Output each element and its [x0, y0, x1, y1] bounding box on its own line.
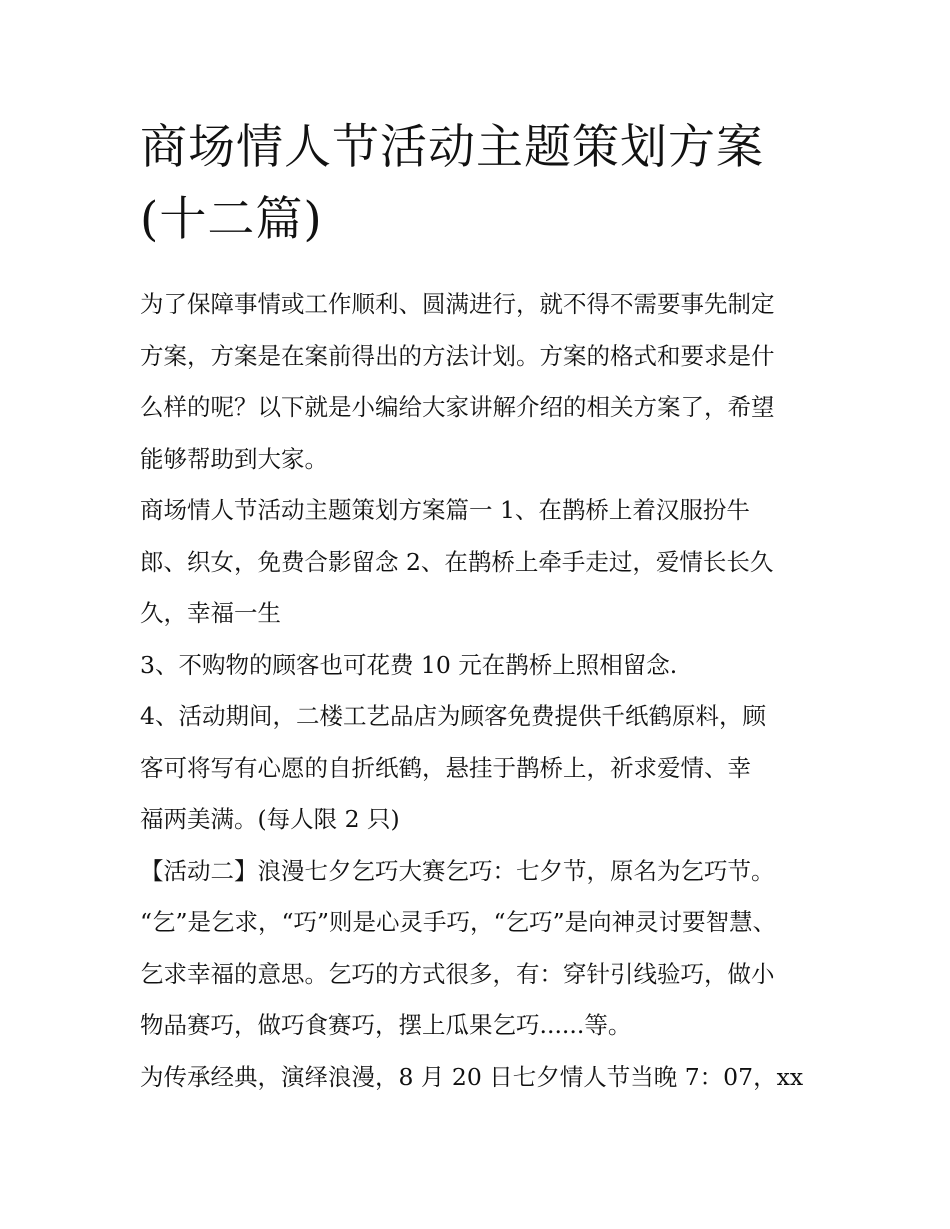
paragraph-plan-one [140, 485, 820, 640]
text-line: 方案，方案是在案前得出的方法计划。方案的格式和要求是什 [140, 341, 775, 370]
text-line: 4、活动期间，二楼工艺品店为顾客免费提供千纸鹤原料，顾 [140, 702, 766, 730]
text-line: 能够帮助到大家。 [140, 444, 328, 473]
text-line: 3、不购物的顾客也可花费 10 元在鹊桥上照相留念. [140, 650, 678, 679]
title-line: (十二篇) [140, 192, 323, 247]
text-line: 客可将写有心愿的自折纸鹤，悬挂于鹊桥上，祈求爱情、幸 [140, 753, 751, 782]
paragraph-item-4 [140, 691, 820, 846]
document-body [140, 279, 820, 1103]
title-line: 商场情人节活动主题策划方案 [140, 120, 764, 175]
text-line: 物品赛巧，做巧食赛巧，摆上瓜果乞巧......等。 [140, 1011, 632, 1039]
text-line: 久，幸福一生 [140, 599, 281, 627]
text-line: 为了保障事情或工作顺利、圆满进行，就不得不需要事先制定 [140, 290, 775, 318]
paragraph-item-3 [140, 640, 820, 692]
text-line: 【活动二】浪漫七夕乞巧大赛乞巧：七夕节，原名为乞巧节。 [140, 856, 775, 885]
text-line: 么样的呢？以下就是小编给大家讲解介绍的相关方案了，希望 [140, 393, 775, 421]
text-line: 郎、织女，免费合影留念 2、在鹊桥上牵手走过，爱情长长久 [140, 547, 774, 576]
text-line: “乞”是乞求，“巧”则是心灵手巧，“乞巧”是向神灵讨要智慧、 [140, 908, 777, 936]
paragraph-event-night [140, 1052, 820, 1104]
paragraph-intro [140, 279, 820, 485]
text-line: 商场情人节活动主题策划方案篇一 1、在鹊桥上着汉服扮牛 [140, 496, 750, 524]
text-line: 福两美满。(每人限 2 只) [140, 805, 400, 833]
paragraph-activity-two [140, 846, 820, 1052]
text-line: 乞求幸福的意思。乞巧的方式很多，有：穿针引线验巧，做小 [140, 959, 775, 988]
text-line: 为传承经典，演绎浪漫，8 月 20 日七夕情人节当晚 7：07，xx [140, 1062, 804, 1091]
document-title [140, 112, 820, 256]
